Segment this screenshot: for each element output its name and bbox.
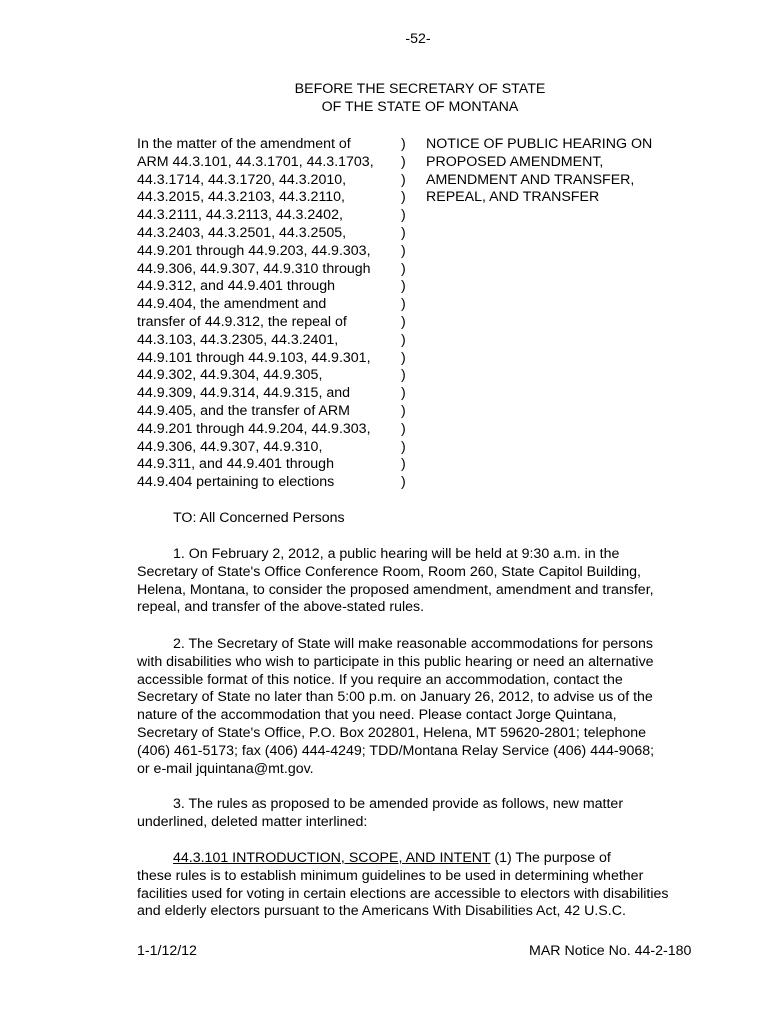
caption-paren: ): [401, 456, 406, 473]
caption-paren: ): [401, 313, 406, 330]
caption-paren: ): [401, 260, 406, 277]
paragraph-line: nature of the accommodation that you need. Please contact Jorge Quintana,: [137, 707, 617, 724]
caption-paren: ): [401, 474, 406, 491]
paragraph-line: [137, 850, 703, 868]
caption-paren: ): [401, 153, 406, 170]
to-line-text: TO: All Concerned Persons: [173, 510, 345, 526]
rule-intro-text: (1) The purpose of: [490, 850, 611, 866]
heading-line-1: BEFORE THE SECRETARY OF STATE: [294, 81, 546, 97]
caption-paren: ): [401, 438, 406, 455]
caption-parentheses: [401, 136, 413, 492]
caption-matter-text: [137, 136, 399, 492]
paragraph-line: or e-mail jquintana@mt.gov.: [137, 760, 314, 777]
notice-title-line: NOTICE OF PUBLIC HEARING ON: [426, 136, 653, 152]
document-heading: [0, 81, 770, 117]
rule-title: 44.3.101 INTRODUCTION, SCOPE, AND INTENT: [173, 850, 491, 866]
caption-line: transfer of 44.9.312, the repeal of: [137, 313, 347, 330]
caption-line: 44.3.1714, 44.3.1720, 44.3.2010,: [137, 171, 347, 188]
caption-line: 44.9.306, 44.9.307, 44.9.310,: [137, 438, 323, 455]
caption-line: 44.9.404, the amendment and: [137, 296, 327, 313]
caption-line: 44.9.311, and 44.9.401 through: [137, 456, 334, 473]
caption-line: 44.9.201 through 44.9.203, 44.9.303,: [137, 242, 371, 259]
caption-paren: ): [401, 189, 406, 206]
caption-paren: ): [401, 420, 406, 437]
paragraph-line: Secretary of State's Office Conference Room, Room 260, State Capitol Building,: [137, 563, 641, 580]
paragraph-line: with disabilities who wish to participate in this public hearing or need an alternative: [137, 653, 654, 670]
page-number: -52-: [405, 31, 431, 47]
paragraph-line: facilities used for voting in certain elections are accessible to electors with disabilities: [137, 885, 669, 902]
notice-title-line: PROPOSED AMENDMENT,: [426, 153, 604, 170]
heading-line-2: OF THE STATE OF MONTANA: [321, 98, 519, 115]
paragraph-3: [137, 796, 703, 832]
caption-line: 44.9.312, and 44.9.401 through: [137, 278, 336, 295]
caption-paren: ): [401, 224, 406, 241]
caption-line: 44.9.306, 44.9.307, 44.9.310 through: [137, 260, 371, 277]
paragraph-line: Helena, Montana, to consider the proposed amendment, amendment and transfer,: [137, 581, 654, 598]
paragraph-line: Secretary of State's Office, P.O. Box 202801, Helena, MT 59620-2801; telephone: [137, 724, 647, 741]
footer-notice-number: MAR Notice No. 44-2-180: [529, 943, 692, 959]
paragraph-line: and elderly electors pursuant to the Americans With Disabilities Act, 42 U.S.C.: [137, 903, 626, 920]
paragraph-line: 1. On February 2, 2012, a public hearing will be held at 9:30 a.m. in the: [173, 546, 620, 562]
paragraph-4: [137, 850, 703, 921]
paragraph-line: (406) 461-5173; fax (406) 444-4249; TDD/Montana Relay Service (406) 444-9068;: [137, 742, 655, 759]
caption-notice-title: [426, 136, 726, 207]
caption-line: 44.3.2403, 44.3.2501, 44.3.2505,: [137, 224, 347, 241]
paragraph-line: these rules is to establish minimum guidelines to be used in determining whether: [137, 867, 644, 884]
caption-line: 44.9.101 through 44.9.103, 44.9.301,: [137, 349, 371, 366]
notice-title-line: AMENDMENT AND TRANSFER,: [426, 171, 635, 188]
caption-line: In the matter of the amendment of: [137, 136, 351, 152]
paragraph-line: 3. The rules as proposed to be amended provide as follows, new matter: [173, 796, 624, 812]
caption-line: 44.9.309, 44.9.314, 44.9.315, and: [137, 385, 350, 402]
caption-paren: ): [401, 402, 406, 419]
to-line: [137, 510, 703, 528]
caption-paren: ): [401, 385, 406, 402]
paragraph-line: underlined, deleted matter interlined:: [137, 813, 368, 830]
caption-paren: ): [401, 349, 406, 366]
caption-line: 44.9.201 through 44.9.204, 44.9.303,: [137, 420, 371, 437]
caption-paren: ): [401, 242, 406, 259]
paragraph-line: accessible format of this notice. If you require an accommodation, contact the: [137, 671, 623, 688]
caption-line: 44.9.302, 44.9.304, 44.9.305,: [137, 367, 323, 384]
paragraph-line: Secretary of State no later than 5:00 p.m. on January 26, 2012, to advise us of the: [137, 689, 653, 706]
caption-paren: ): [401, 278, 406, 295]
caption-line: 44.3.2111, 44.3.2113, 44.3.2402,: [137, 207, 343, 224]
caption-paren: ): [401, 207, 406, 224]
caption-line: 44.3.103, 44.3.2305, 44.3.2401,: [137, 331, 339, 348]
paragraph-2: [137, 636, 703, 778]
notice-title-line: REPEAL, AND TRANSFER: [426, 189, 600, 206]
caption-paren: ): [401, 171, 406, 188]
caption-paren: ): [401, 296, 406, 313]
caption-line: 44.3.2015, 44.3.2103, 44.3.2110,: [137, 189, 346, 206]
caption-paren: ): [401, 367, 406, 384]
caption-line: ARM 44.3.101, 44.3.1701, 44.3.1703,: [137, 153, 374, 170]
footer-date: 1-1/12/12: [137, 943, 197, 959]
caption-paren: ): [401, 136, 406, 152]
caption-line: 44.9.405, and the transfer of ARM: [137, 402, 350, 419]
caption-line: 44.9.404 pertaining to elections: [137, 474, 335, 491]
caption-paren: ): [401, 331, 406, 348]
paragraph-line: 2. The Secretary of State will make reasonable accommodations for persons: [173, 636, 653, 652]
paragraph-1: [137, 546, 703, 617]
paragraph-line: repeal, and transfer of the above-stated rules.: [137, 599, 425, 616]
